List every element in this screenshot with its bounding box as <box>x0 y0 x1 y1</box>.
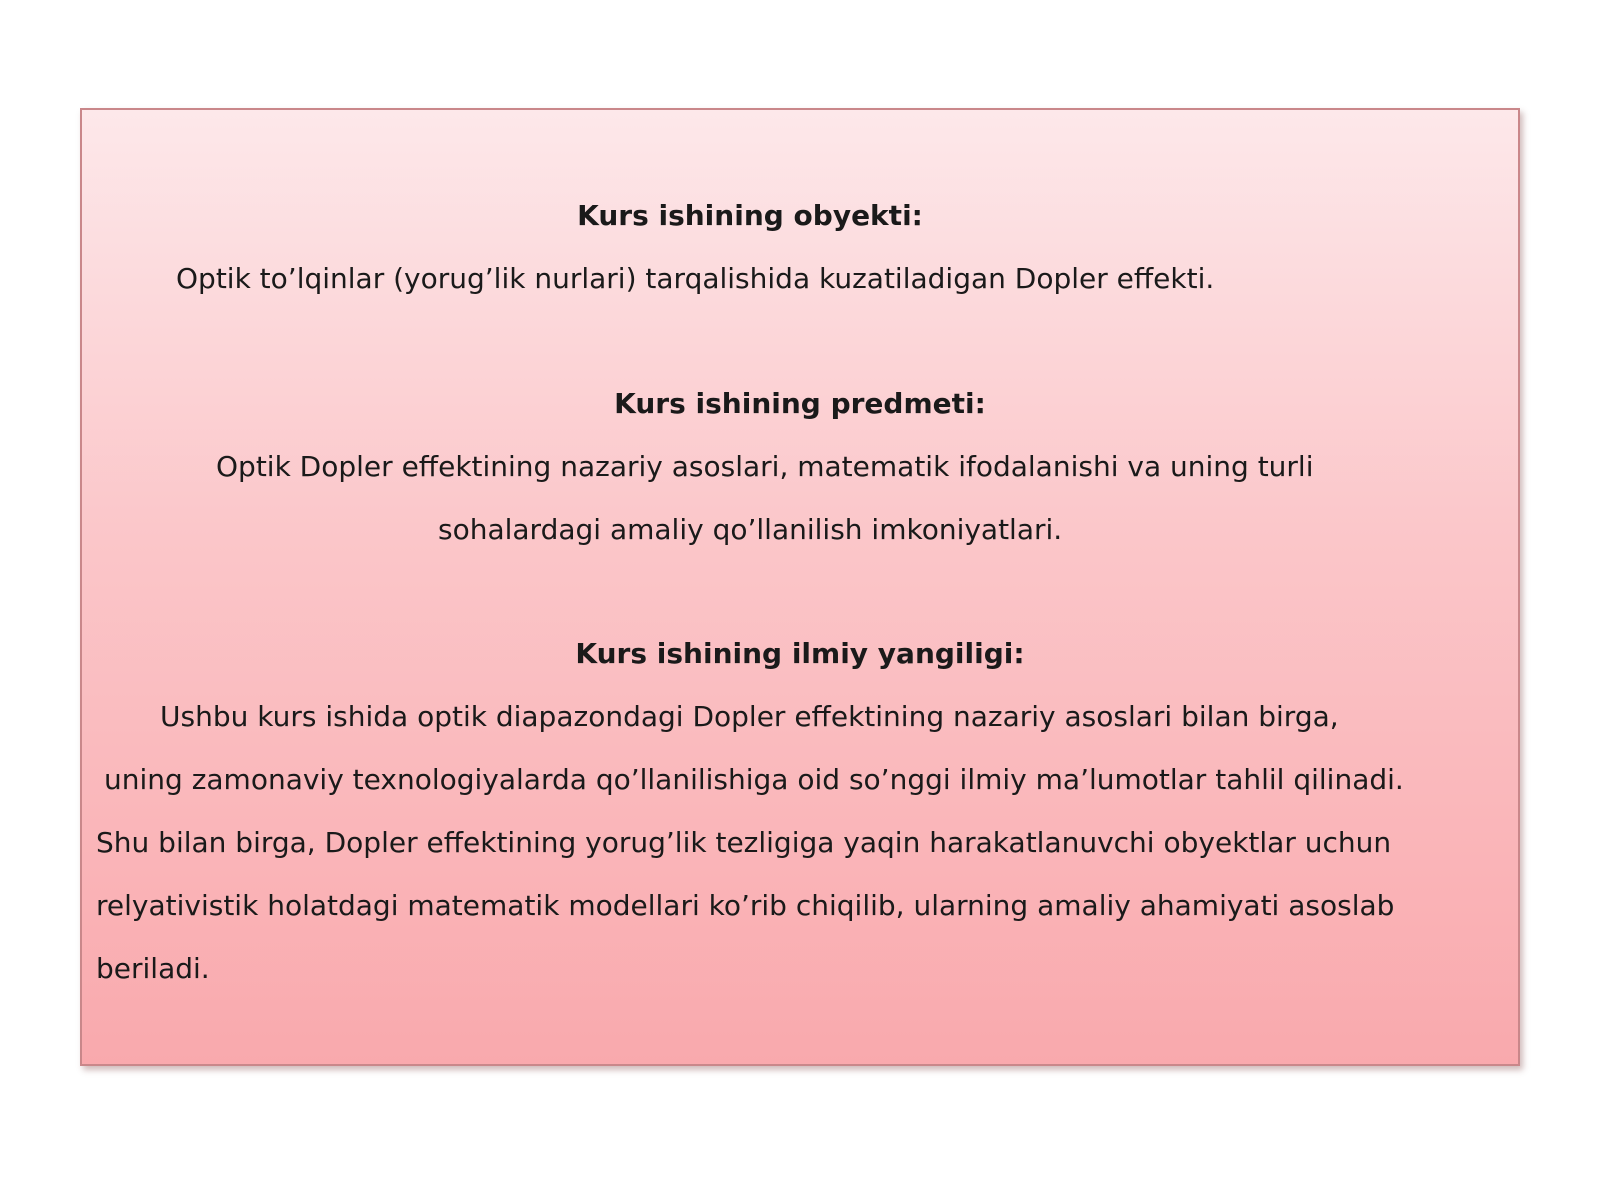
novelty-text-line: beriladi. <box>96 952 210 985</box>
heading-novelty: Kurs ishining ilmiy yangiligi: <box>575 637 1025 670</box>
subject-text-line: Optik Dopler effektining nazariy asoslari, matematik ifodalanishi va uning turli <box>216 450 1314 483</box>
heading-object: Kurs ishining obyekti: <box>577 199 923 232</box>
subject-text-line: sohalardagi amaliy qo’llanilish imkoniyatlari. <box>438 513 1063 546</box>
heading-subject: Kurs ishining predmeti: <box>614 387 986 420</box>
novelty-text-line: Shu bilan birga, Dopler effektining yorug’lik tezligiga yaqin harakatlanuvchi obyektlar uchun <box>96 826 1392 859</box>
novelty-text-line: uning zamonaviy texnologiyalarda qo’llanilishiga oid so’nggi ilmiy ma’lumotlar tahlil qilinadi. <box>104 763 1404 796</box>
novelty-text-line: Ushbu kurs ishida optik diapazondagi Dopler effektining nazariy asoslari bilan birga, <box>160 700 1339 733</box>
novelty-text-line: relyativistik holatdagi matematik modellari ko’rib chiqilib, ularning amaliy ahamiyati asoslab <box>96 889 1395 922</box>
content-panel <box>80 108 1520 1066</box>
object-text-line: Optik to’lqinlar (yorug’lik nurlari) tarqalishida kuzatiladigan Dopler effekti. <box>176 262 1215 295</box>
